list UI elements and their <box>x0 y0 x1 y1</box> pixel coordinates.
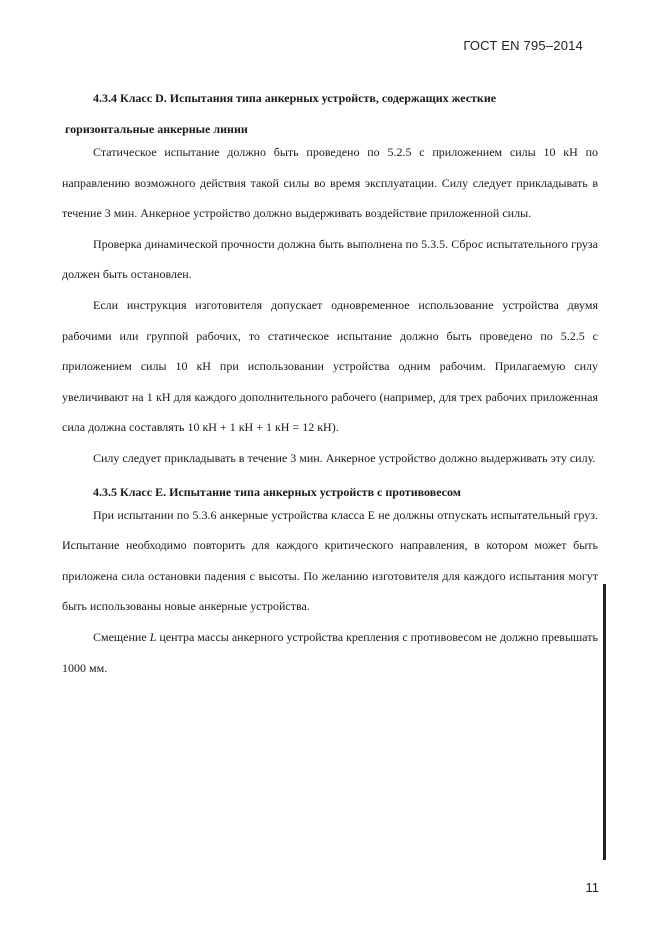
section-4-3-4-heading-continuation: горизонтальные анкерные линии <box>65 122 248 136</box>
page-number: 11 <box>585 880 599 895</box>
displacement-text-before: Смещение <box>93 629 150 644</box>
section-4-3-4-heading: 4.3.4 Класс D. Испытания типа анкерных устройств, содержащих жесткие <box>93 91 497 105</box>
section-4-3-5-paragraph-test: При испытании по 5.3.6 анкерные устройства класса E не должны отпускать испытательный груз. Испытание необходимо повторить для каждого критического направления, в котором может быть приложена сила остановки падения с высоты. По желанию изготовителя для каждого испытания могут быть использованы новые анкерные устройства. <box>62 507 598 614</box>
displacement-text-after: центра массы анкерного устройства крепления с противовесом не должно превышать 1000 мм. <box>62 629 598 675</box>
section-4-3-4-paragraph-dynamic-test: Проверка динамической прочности должна быть выполнена по 5.3.5. Сброс испытательного груза должен быть остановлен. <box>62 236 598 282</box>
document-body <box>62 90 598 683</box>
section-4-3-5-heading: 4.3.5 Класс E. Испытание типа анкерных устройств с противовесом <box>93 484 461 499</box>
section-4-3-5-paragraph-displacement <box>62 622 598 683</box>
section-4-3-4-paragraph-static-test: Статическое испытание должно быть проведено по 5.2.5 с приложением силы 10 кН по направлению возможного действия такой силы во время эксплуатации. Силу следует прикладывать в течение 3 мин. Анкерное устройство должно выдерживать воздействие приложенной силы. <box>62 145 598 221</box>
change-bar <box>603 584 606 860</box>
section-4-3-4-paragraph-multiple-workers: Если инструкция изготовителя допускает одновременное использование устройства двумя рабочими или группой рабочих, то статическое испытание должно быть проведено по 5.2.5 с приложением силы 10 кН при использовании устройства одним рабочим. Прилагаемую силу увеличивают на 1 кН для каждого дополнительного рабочего (например, для трех рабочих приложенная сила должна составлять 10 кН + 1 кН + 1 кН = 12 кН). <box>62 297 598 435</box>
standard-header: ГОСТ EN 795–2014 <box>463 38 583 53</box>
section-4-3-4-paragraph-hold-force: Силу следует прикладывать в течение 3 мин. Анкерное устройство должно выдерживать эту силу. <box>93 450 596 465</box>
displacement-variable: L <box>149 629 157 644</box>
